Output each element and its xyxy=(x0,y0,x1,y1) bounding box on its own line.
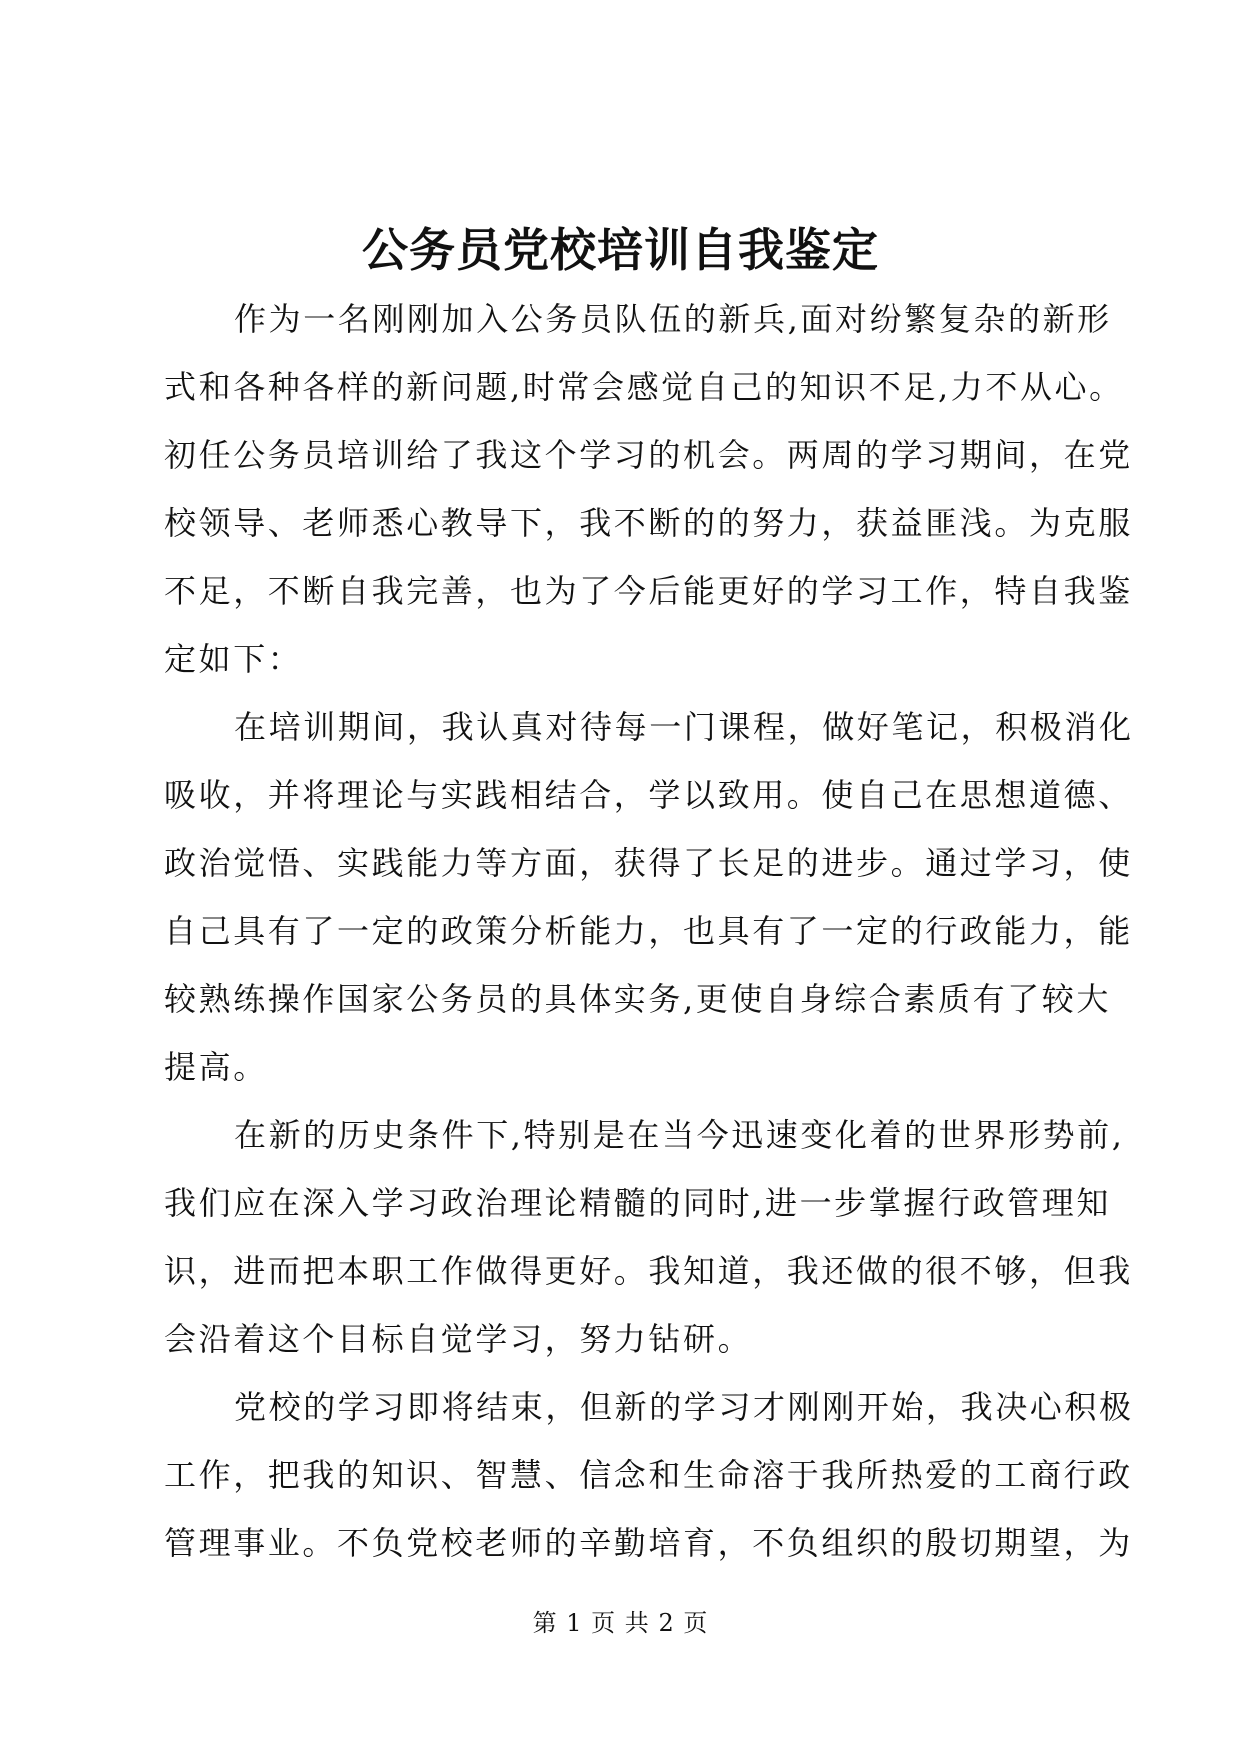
paragraph-1-line-5: 不足，不断自我完善，也为了今后能更好的学习工作，特自我鉴 xyxy=(164,572,1133,610)
document-title: 公务员党校培训自我鉴定 xyxy=(362,223,879,277)
paragraph-1-line-1: 作为一名刚刚加入公务员队伍的新兵,面对纷繁复杂的新形 xyxy=(234,300,1112,338)
paragraph-1-line-4: 校领导、老师悉心教导下，我不断的的努力，获益匪浅。为克服 xyxy=(164,504,1133,542)
paragraph-4-line-3: 管理事业。不负党校老师的辛勤培育，不负组织的殷切期望，为 xyxy=(164,1524,1133,1562)
paragraph-4-line-2: 工作，把我的知识、智慧、信念和生命溶于我所热爱的工商行政 xyxy=(164,1456,1133,1494)
paragraph-3-line-4: 会沿着这个目标自觉学习，努力钻研。 xyxy=(164,1320,753,1358)
document-body xyxy=(164,285,1134,1577)
paragraph-1-line-3: 初任公务员培训给了我这个学习的机会。两周的学习期间，在党 xyxy=(164,436,1133,474)
paragraph-2-line-1: 在培训期间，我认真对待每一门课程，做好笔记，积极消化 xyxy=(234,708,1134,746)
paragraph-3-line-2: 我们应在深入学习政治理论精髓的同时,进一步掌握行政管理知 xyxy=(164,1184,1111,1222)
paragraph-2-line-2: 吸收，并将理论与实践相结合，学以致用。使自己在思想道德、 xyxy=(164,776,1133,814)
paragraph-2-line-3: 政治觉悟、实践能力等方面，获得了长足的进步。通过学习，使 xyxy=(164,844,1133,882)
paragraph-2-line-4: 自己具有了一定的政策分析能力，也具有了一定的行政能力，能 xyxy=(164,912,1133,950)
paragraph-3-line-1: 在新的历史条件下,特别是在当今迅速变化着的世界形势前, xyxy=(234,1116,1125,1154)
paragraph-2-line-6: 提高。 xyxy=(164,1048,268,1086)
paragraph-3-line-3: 识，进而把本职工作做得更好。我知道，我还做的很不够，但我 xyxy=(164,1252,1133,1290)
paragraph-4-line-1: 党校的学习即将结束，但新的学习才刚刚开始，我决心积极 xyxy=(234,1388,1134,1426)
paragraph-1-line-2: 式和各种各样的新问题,时常会感觉自己的知识不足,力不从心。 xyxy=(164,368,1124,406)
page-number-footer: 第 1 页 共 2 页 xyxy=(532,1609,709,1637)
paragraph-2-line-5: 较熟练操作国家公务员的具体实务,更使自身综合素质有了较大 xyxy=(164,980,1111,1018)
paragraph-1-line-6: 定如下： xyxy=(164,640,303,678)
